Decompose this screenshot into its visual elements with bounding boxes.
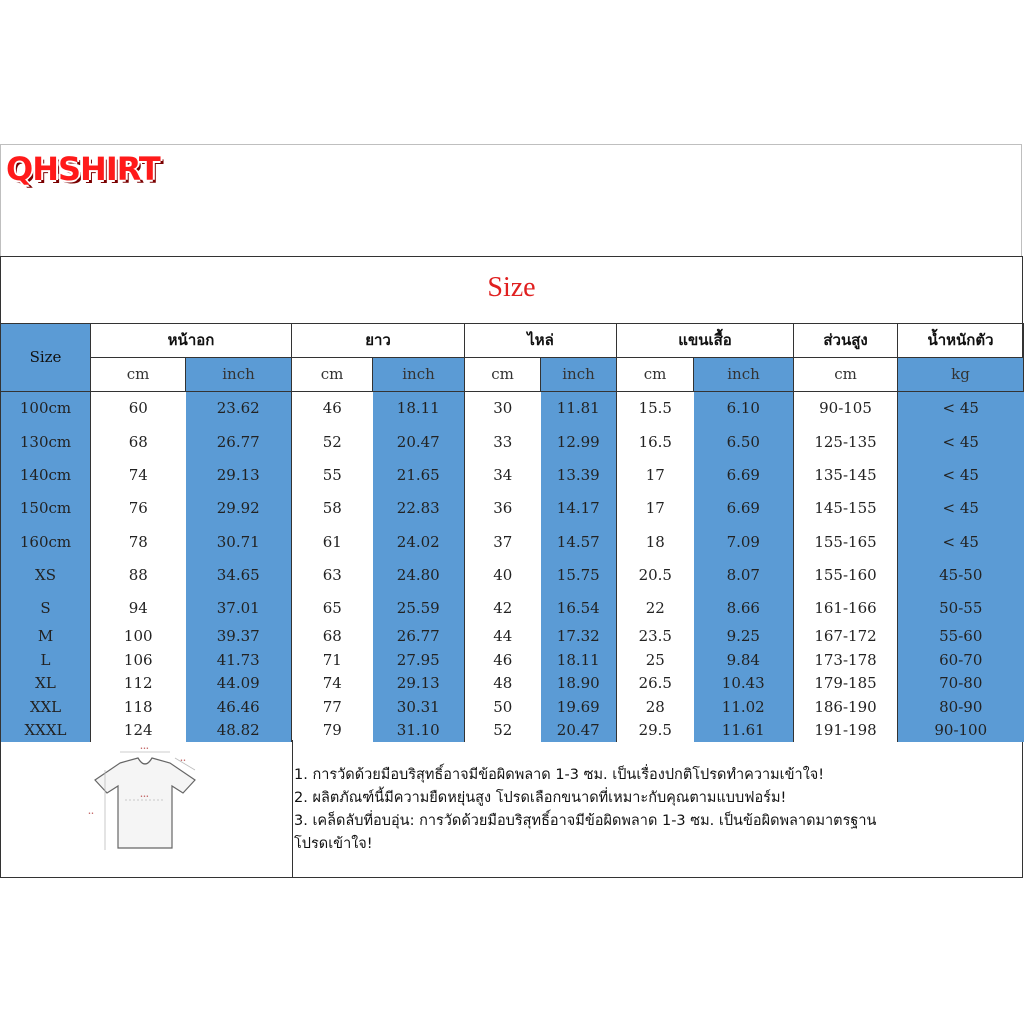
table-row bbox=[1, 592, 1024, 625]
value-cell: 155-160 bbox=[794, 559, 898, 592]
svg-text:••: •• bbox=[88, 811, 94, 817]
value-cell: 21.65 bbox=[373, 459, 465, 492]
value-cell: 55 bbox=[292, 459, 373, 492]
value-cell: 25.59 bbox=[373, 592, 465, 625]
value-cell: 74 bbox=[292, 672, 373, 695]
unit-cm: cm bbox=[794, 358, 898, 392]
value-cell: 42 bbox=[465, 592, 541, 625]
tshirt-icon bbox=[0, 740, 292, 878]
value-cell: 18 bbox=[617, 525, 694, 559]
value-cell: 6.10 bbox=[694, 392, 794, 426]
note-3-cont: โปรดเข้าใจ! bbox=[294, 836, 373, 852]
value-cell: 106 bbox=[91, 648, 186, 672]
value-cell: 16.5 bbox=[617, 425, 694, 459]
value-cell: 90-105 bbox=[794, 392, 898, 426]
table-row bbox=[1, 672, 1024, 695]
size-table bbox=[0, 323, 1024, 742]
note-1: 1. การวัดด้วยมือบริสุทธิ์อาจมีข้อผิดพลาด 1-3 ซม. เป็นเรื่องปกติโปรดทำความเข้าใจ! bbox=[294, 767, 825, 783]
size-label-cell: XXL bbox=[1, 695, 91, 719]
value-cell: 100 bbox=[91, 625, 186, 648]
value-cell: 88 bbox=[91, 559, 186, 592]
value-cell: 14.17 bbox=[541, 492, 617, 525]
value-cell: 46 bbox=[292, 392, 373, 426]
value-cell: 24.80 bbox=[373, 559, 465, 592]
value-cell: 58 bbox=[292, 492, 373, 525]
value-cell: 34 bbox=[465, 459, 541, 492]
unit-cm: cm bbox=[292, 358, 373, 392]
value-cell: 26.77 bbox=[186, 425, 292, 459]
svg-text:•••: ••• bbox=[140, 746, 149, 752]
header-chest: หน้าอก bbox=[91, 324, 292, 358]
value-cell: 52 bbox=[465, 719, 541, 742]
value-cell: 13.39 bbox=[541, 459, 617, 492]
value-cell: 79 bbox=[292, 719, 373, 742]
value-cell: 11.02 bbox=[694, 695, 794, 719]
value-cell: 9.25 bbox=[694, 625, 794, 648]
value-cell: 6.50 bbox=[694, 425, 794, 459]
value-cell: 179-185 bbox=[794, 672, 898, 695]
value-cell: 14.57 bbox=[541, 525, 617, 559]
table-row bbox=[1, 525, 1024, 559]
value-cell: < 45 bbox=[898, 492, 1024, 525]
size-label-cell: M bbox=[1, 625, 91, 648]
unit-kg: kg bbox=[898, 358, 1024, 392]
value-cell: 20.47 bbox=[541, 719, 617, 742]
value-cell: 30.71 bbox=[186, 525, 292, 559]
notes-list bbox=[294, 764, 1014, 856]
note-2: 2. ผลิตภัณฑ์นี้มีความยืดหยุ่นสูง โปรดเลือกขนาดที่เหมาะกับคุณตามแบบฟอร์ม! bbox=[294, 790, 787, 806]
value-cell: 44.09 bbox=[186, 672, 292, 695]
value-cell: 26.77 bbox=[373, 625, 465, 648]
header-height: ส่วนสูง bbox=[794, 324, 898, 358]
value-cell: < 45 bbox=[898, 525, 1024, 559]
value-cell: 36 bbox=[465, 492, 541, 525]
value-cell: 26.5 bbox=[617, 672, 694, 695]
value-cell: 48 bbox=[465, 672, 541, 695]
value-cell: 94 bbox=[91, 592, 186, 625]
value-cell: 41.73 bbox=[186, 648, 292, 672]
value-cell: 39.37 bbox=[186, 625, 292, 648]
unit-cm: cm bbox=[91, 358, 186, 392]
value-cell: 186-190 bbox=[794, 695, 898, 719]
value-cell: 17.32 bbox=[541, 625, 617, 648]
value-cell: 6.69 bbox=[694, 492, 794, 525]
value-cell: < 45 bbox=[898, 392, 1024, 426]
value-cell: 63 bbox=[292, 559, 373, 592]
size-label-cell: 150cm bbox=[1, 492, 91, 525]
unit-inch: inch bbox=[541, 358, 617, 392]
value-cell: 45-50 bbox=[898, 559, 1024, 592]
value-cell: 8.07 bbox=[694, 559, 794, 592]
value-cell: 44 bbox=[465, 625, 541, 648]
value-cell: 29.92 bbox=[186, 492, 292, 525]
unit-cm: cm bbox=[617, 358, 694, 392]
value-cell: 124 bbox=[91, 719, 186, 742]
value-cell: 167-172 bbox=[794, 625, 898, 648]
value-cell: 10.43 bbox=[694, 672, 794, 695]
value-cell: 15.75 bbox=[541, 559, 617, 592]
value-cell: 50-55 bbox=[898, 592, 1024, 625]
value-cell: 145-155 bbox=[794, 492, 898, 525]
tshirt-measurement-diagram bbox=[0, 740, 293, 878]
note-3: 3. เคล็ดลับที่อบอุ่น: การวัดด้วยมือบริสุทธิ์อาจมีข้อผิดพลาด 1-3 ซม. เป็นข้อผิดพลาดมาตรฐาน bbox=[294, 813, 877, 829]
value-cell: 29.13 bbox=[373, 672, 465, 695]
value-cell: < 45 bbox=[898, 459, 1024, 492]
table-row bbox=[1, 695, 1024, 719]
size-label-cell: XS bbox=[1, 559, 91, 592]
size-label-cell: 100cm bbox=[1, 392, 91, 426]
value-cell: 27.95 bbox=[373, 648, 465, 672]
table-row bbox=[1, 625, 1024, 648]
table-row bbox=[1, 559, 1024, 592]
table-row bbox=[1, 719, 1024, 742]
value-cell: 70-80 bbox=[898, 672, 1024, 695]
value-cell: 78 bbox=[91, 525, 186, 559]
value-cell: 15.5 bbox=[617, 392, 694, 426]
unit-inch: inch bbox=[186, 358, 292, 392]
value-cell: 16.54 bbox=[541, 592, 617, 625]
value-cell: 161-166 bbox=[794, 592, 898, 625]
value-cell: 76 bbox=[91, 492, 186, 525]
value-cell: 6.69 bbox=[694, 459, 794, 492]
header-sleeve: แขนเสื้อ bbox=[617, 324, 794, 358]
value-cell: 55-60 bbox=[898, 625, 1024, 648]
value-cell: 80-90 bbox=[898, 695, 1024, 719]
header-weight: น้ำหนักตัว bbox=[898, 324, 1024, 358]
value-cell: 60-70 bbox=[898, 648, 1024, 672]
value-cell: 46 bbox=[465, 648, 541, 672]
value-cell: 125-135 bbox=[794, 425, 898, 459]
value-cell: 18.90 bbox=[541, 672, 617, 695]
value-cell: 18.11 bbox=[373, 392, 465, 426]
value-cell: 33 bbox=[465, 425, 541, 459]
brand-logo: QHSHIRT bbox=[6, 150, 160, 188]
value-cell: 24.02 bbox=[373, 525, 465, 559]
value-cell: 68 bbox=[91, 425, 186, 459]
value-cell: 25 bbox=[617, 648, 694, 672]
value-cell: 22.83 bbox=[373, 492, 465, 525]
value-cell: < 45 bbox=[898, 425, 1024, 459]
value-cell: 18.11 bbox=[541, 648, 617, 672]
size-label-cell: XL bbox=[1, 672, 91, 695]
value-cell: 23.62 bbox=[186, 392, 292, 426]
value-cell: 11.61 bbox=[694, 719, 794, 742]
value-cell: 17 bbox=[617, 492, 694, 525]
table-row bbox=[1, 392, 1024, 426]
header-shoulder: ไหล่ bbox=[465, 324, 617, 358]
value-cell: 90-100 bbox=[898, 719, 1024, 742]
table-row bbox=[1, 425, 1024, 459]
unit-inch: inch bbox=[694, 358, 794, 392]
value-cell: 65 bbox=[292, 592, 373, 625]
value-cell: 50 bbox=[465, 695, 541, 719]
value-cell: 155-165 bbox=[794, 525, 898, 559]
value-cell: 30.31 bbox=[373, 695, 465, 719]
value-cell: 34.65 bbox=[186, 559, 292, 592]
value-cell: 19.69 bbox=[541, 695, 617, 719]
table-row bbox=[1, 648, 1024, 672]
value-cell: 37 bbox=[465, 525, 541, 559]
size-label-cell: 160cm bbox=[1, 525, 91, 559]
value-cell: 20.5 bbox=[617, 559, 694, 592]
value-cell: 11.81 bbox=[541, 392, 617, 426]
size-label-cell: XXXL bbox=[1, 719, 91, 742]
size-label-cell: L bbox=[1, 648, 91, 672]
header-length: ยาว bbox=[292, 324, 465, 358]
value-cell: 77 bbox=[292, 695, 373, 719]
value-cell: 28 bbox=[617, 695, 694, 719]
value-cell: 74 bbox=[91, 459, 186, 492]
svg-text:•••: ••• bbox=[140, 794, 149, 800]
unit-cm: cm bbox=[465, 358, 541, 392]
value-cell: 40 bbox=[465, 559, 541, 592]
value-cell: 46.46 bbox=[186, 695, 292, 719]
value-cell: 29.13 bbox=[186, 459, 292, 492]
value-cell: 48.82 bbox=[186, 719, 292, 742]
value-cell: 60 bbox=[91, 392, 186, 426]
value-cell: 20.47 bbox=[373, 425, 465, 459]
size-label-cell: 140cm bbox=[1, 459, 91, 492]
value-cell: 68 bbox=[292, 625, 373, 648]
size-label-cell: 130cm bbox=[1, 425, 91, 459]
size-header: Size bbox=[1, 324, 91, 392]
value-cell: 173-178 bbox=[794, 648, 898, 672]
footer-section bbox=[0, 740, 1023, 878]
value-cell: 191-198 bbox=[794, 719, 898, 742]
value-cell: 8.66 bbox=[694, 592, 794, 625]
table-row bbox=[1, 459, 1024, 492]
value-cell: 30 bbox=[465, 392, 541, 426]
unit-inch: inch bbox=[373, 358, 465, 392]
value-cell: 61 bbox=[292, 525, 373, 559]
svg-text:••: •• bbox=[180, 758, 186, 764]
size-label-cell: S bbox=[1, 592, 91, 625]
value-cell: 17 bbox=[617, 459, 694, 492]
value-cell: 12.99 bbox=[541, 425, 617, 459]
value-cell: 37.01 bbox=[186, 592, 292, 625]
value-cell: 7.09 bbox=[694, 525, 794, 559]
value-cell: 118 bbox=[91, 695, 186, 719]
value-cell: 135-145 bbox=[794, 459, 898, 492]
value-cell: 9.84 bbox=[694, 648, 794, 672]
value-cell: 29.5 bbox=[617, 719, 694, 742]
value-cell: 52 bbox=[292, 425, 373, 459]
table-row bbox=[1, 492, 1024, 525]
chart-title: Size bbox=[487, 272, 536, 303]
value-cell: 22 bbox=[617, 592, 694, 625]
value-cell: 71 bbox=[292, 648, 373, 672]
value-cell: 112 bbox=[91, 672, 186, 695]
value-cell: 23.5 bbox=[617, 625, 694, 648]
value-cell: 31.10 bbox=[373, 719, 465, 742]
